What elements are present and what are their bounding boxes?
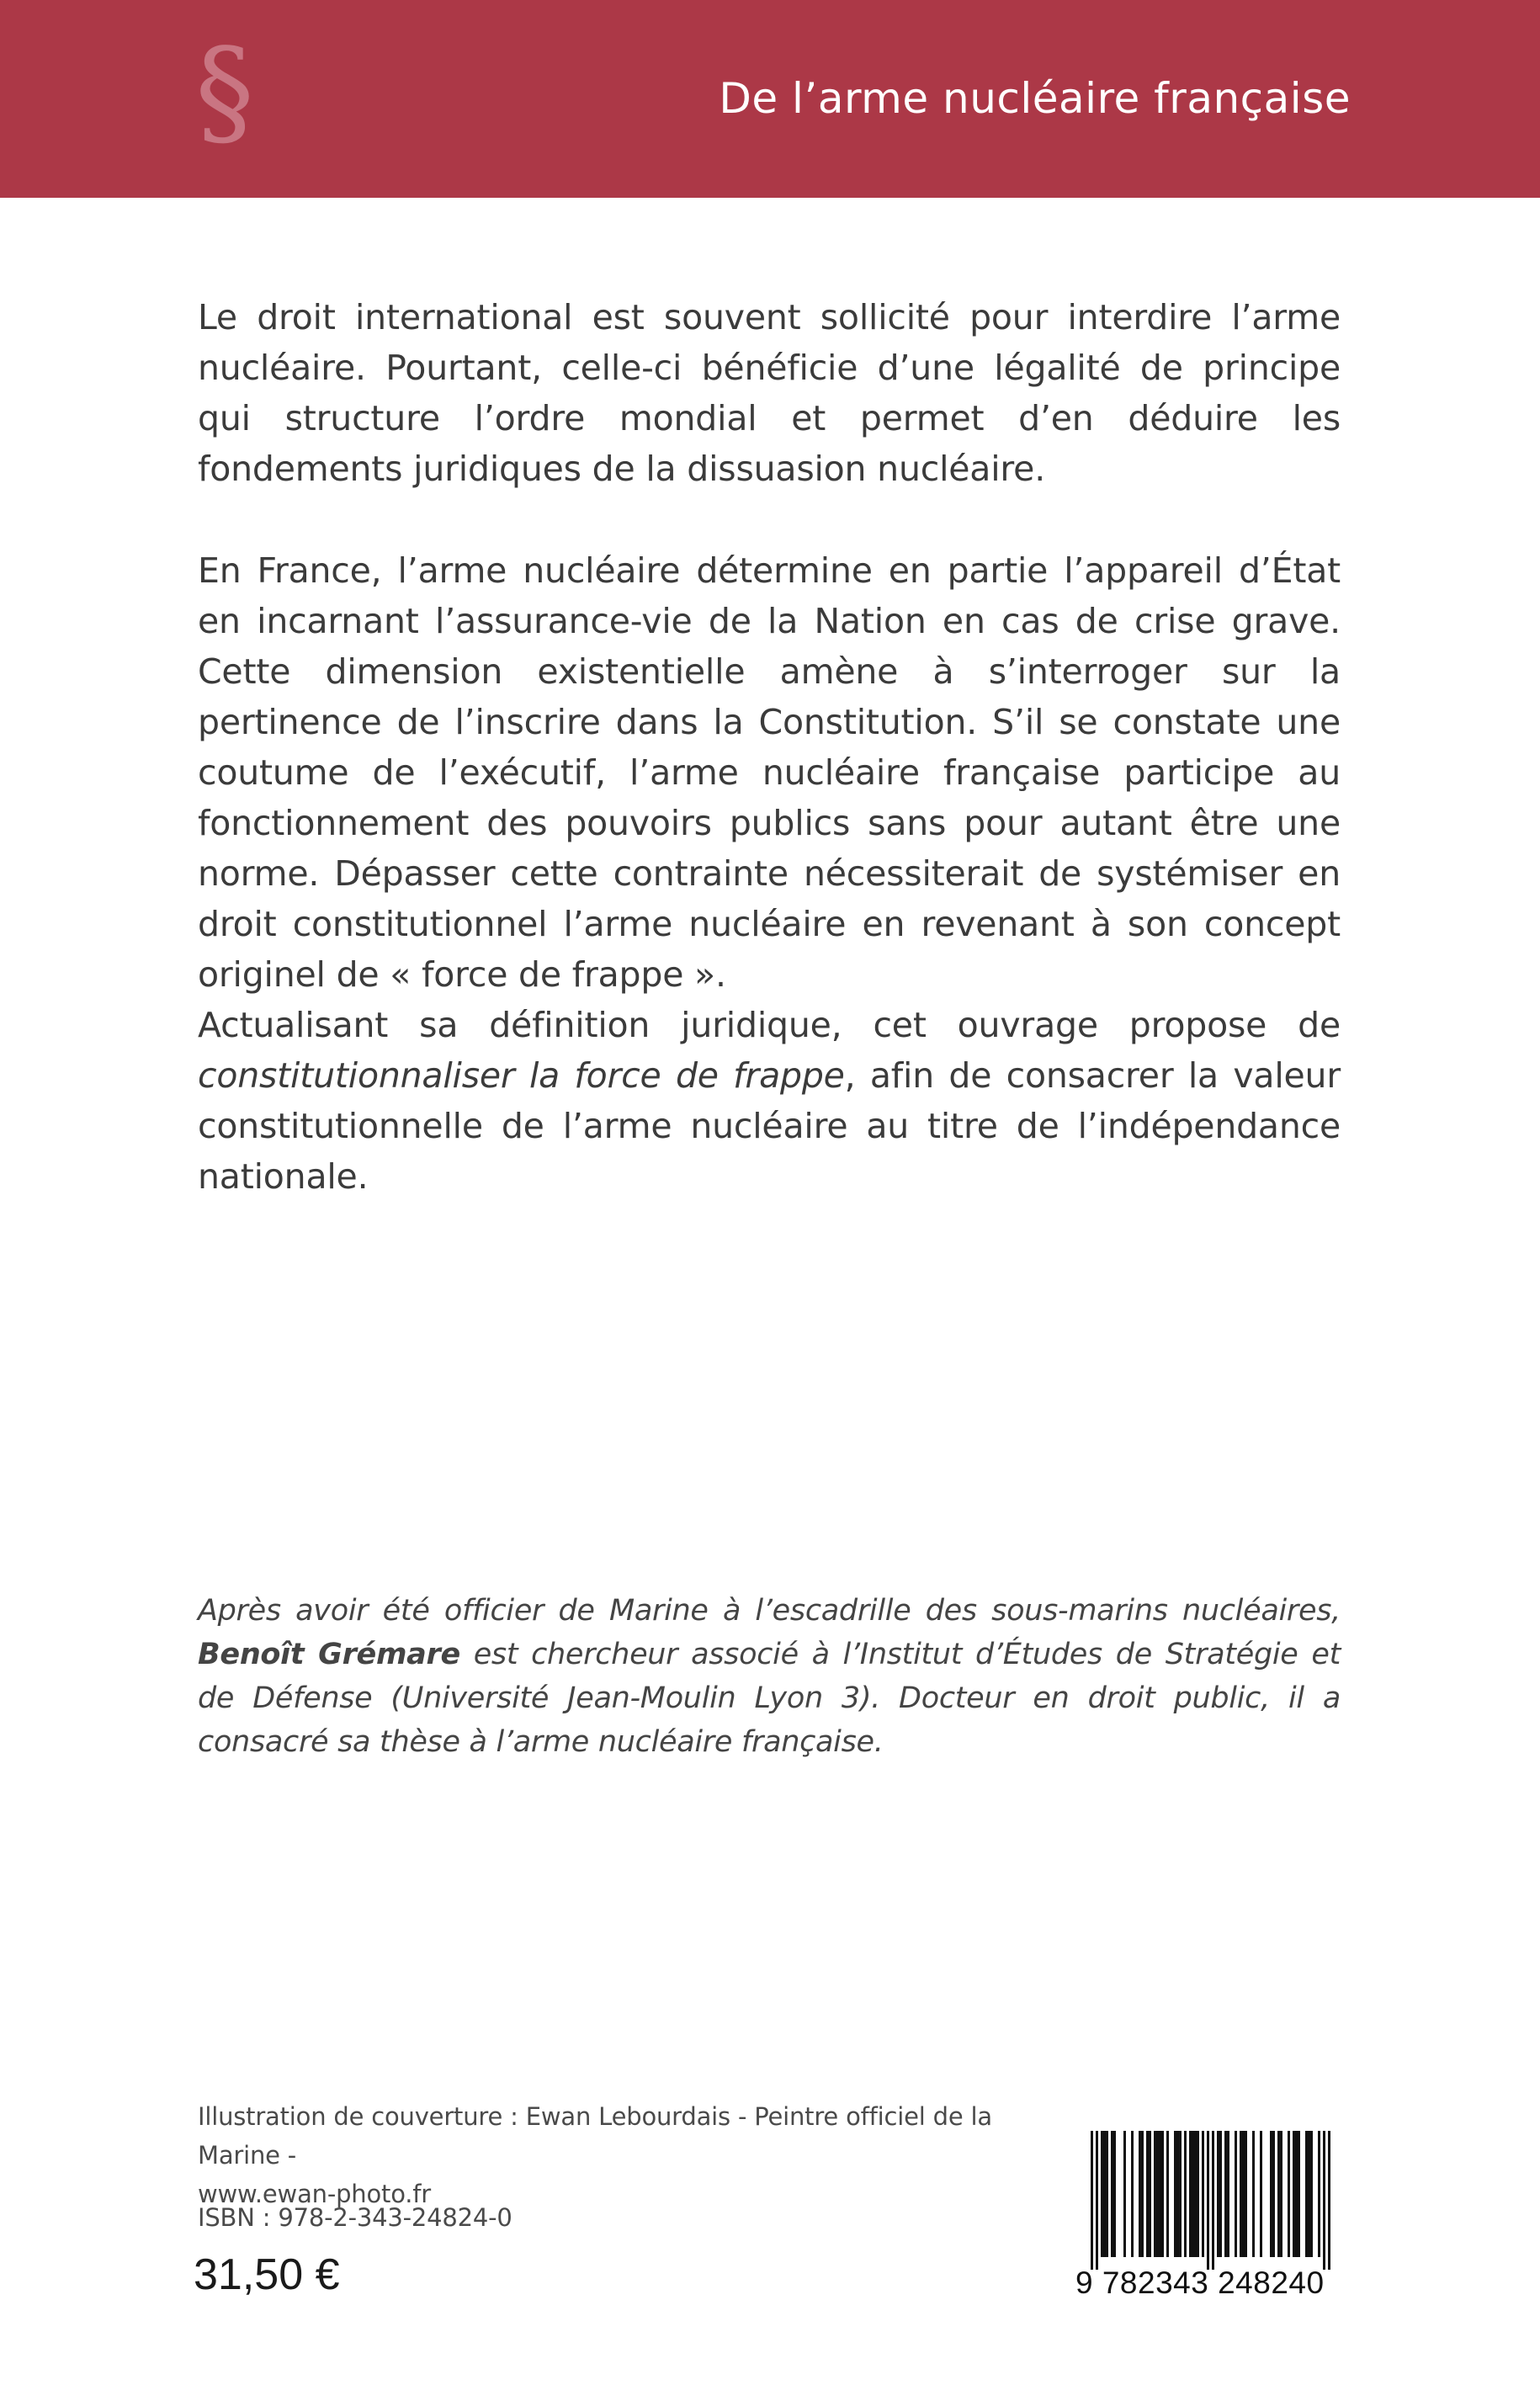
barcode-bar xyxy=(1179,2131,1182,2257)
barcode-bar xyxy=(1159,2131,1161,2257)
paragraph-3-emphasis: constitutionnaliser la force de frappe xyxy=(198,1055,845,1096)
description-paragraph-1: Le droit international est souvent sollicité pour interdire l’arme nucléaire. Pourtant, celle-ci bénéficie d’une légalité de principe qui structure l’ordre mondial et permet d’en déduire les fondements juridiques de la dissuasion nucléaire. xyxy=(198,297,1341,489)
author-bio-end: est chercheur associé à l’Institut d’Études de Stratégie et de Défense (Université Jean-Moulin Lyon 3). Docteur en droit public, il a consacré sa thèse à l’arme nucléaire française. xyxy=(198,1638,1341,1759)
barcode-bar xyxy=(1149,2131,1151,2257)
barcode-bar xyxy=(1154,2131,1156,2257)
barcode-bar xyxy=(1194,2131,1197,2257)
barcode-bar xyxy=(1260,2131,1262,2257)
description-paragraph-2: En France, l’arme nucléaire détermine en partie l’appareil d’État en incarnant l’assurance-vie de la Nation en cas de crise grave. Cette dimension existentielle amène à s’interroger sur la pertinence de l’inscrire dans la Constitution. S’il se constate une coutume de l’exécutif, l’arme nucléaire française participe au fonctionnement des pouvoirs publics sans pour autant être une norme. Dépasser cette contrainte nécessiterait de systémiser en droit constitutionnel l’arme nucléaire en revenant à son concept originel de « force de frappe ». xyxy=(198,550,1341,995)
barcode-digits: 9 782343 248240 xyxy=(1075,2265,1325,2300)
barcode-bar xyxy=(1123,2131,1126,2257)
barcode-bar xyxy=(1288,2131,1290,2257)
barcode-bar xyxy=(1131,2131,1134,2257)
barcode xyxy=(1075,2131,1345,2312)
barcode-bars xyxy=(1075,2131,1345,2270)
cover-credit xyxy=(198,2097,1039,2213)
author-bio xyxy=(198,1589,1341,1764)
barcode-bar xyxy=(1293,2131,1295,2257)
barcode-bar xyxy=(1318,2131,1320,2257)
description-paragraph-3 xyxy=(198,1000,1341,1202)
price: 31,50 € xyxy=(194,2250,340,2299)
barcode-bar xyxy=(1298,2131,1300,2257)
cover-credit-line-1: Illustration de couverture : Ewan Lebourdais - Peintre officiel de la Marine - xyxy=(198,2102,992,2170)
barcode-bar xyxy=(1212,2131,1214,2270)
barcode-bar xyxy=(1310,2131,1313,2257)
barcode-bar xyxy=(1146,2131,1149,2257)
barcode-bar xyxy=(1156,2131,1159,2257)
barcode-bar xyxy=(1240,2131,1242,2257)
barcode-bar xyxy=(1270,2131,1272,2257)
barcode-bar xyxy=(1197,2131,1199,2257)
barcode-bar xyxy=(1101,2131,1103,2257)
barcode-bar xyxy=(1224,2131,1227,2257)
barcode-bar xyxy=(1252,2131,1255,2257)
isbn: ISBN : 978-2-343-24824-0 xyxy=(198,2203,512,2232)
barcode-bar xyxy=(1328,2131,1330,2270)
section-symbol-icon: § xyxy=(195,24,254,161)
barcode-bar xyxy=(1174,2131,1176,2257)
barcode-bar xyxy=(1202,2131,1204,2257)
barcode-bar xyxy=(1207,2131,1209,2270)
barcode-bar xyxy=(1227,2131,1229,2257)
barcode-bar xyxy=(1189,2131,1192,2257)
barcode-bar xyxy=(1184,2131,1187,2257)
barcode-bar xyxy=(1219,2131,1222,2257)
barcode-bar xyxy=(1192,2131,1194,2257)
barcode-bar xyxy=(1305,2131,1308,2257)
barcode-bar xyxy=(1295,2131,1298,2257)
barcode-bar xyxy=(1323,2131,1325,2270)
barcode-bar xyxy=(1096,2131,1098,2270)
barcode-bar xyxy=(1106,2131,1108,2257)
barcode-bar xyxy=(1308,2131,1310,2257)
cover-credit-line-2: www.ewan-photo.fr xyxy=(198,2180,431,2208)
barcode-bar xyxy=(1217,2131,1219,2257)
series-title: De l’arme nucléaire française xyxy=(719,74,1351,123)
barcode-bar xyxy=(1277,2131,1280,2257)
barcode-bar xyxy=(1141,2131,1144,2257)
author-bio-start: Après avoir été officier de Marine à l’escadrille des sous-marins nucléaires, xyxy=(198,1594,1341,1628)
author-name: Benoît Grémare xyxy=(198,1638,460,1671)
barcode-bar xyxy=(1139,2131,1141,2257)
barcode-bar xyxy=(1235,2131,1237,2257)
barcode-bar xyxy=(1242,2131,1245,2257)
barcode-bar xyxy=(1161,2131,1164,2257)
header-band xyxy=(0,0,1540,198)
barcode-bar xyxy=(1111,2131,1113,2257)
barcode-bar xyxy=(1176,2131,1179,2257)
paragraph-3-text-end: , afin de consacrer la valeur constitutionnelle de l’arme nucléaire au titre de l’indépendance nationale. xyxy=(198,1055,1341,1197)
barcode-bar xyxy=(1245,2131,1247,2257)
barcode-bar xyxy=(1272,2131,1275,2257)
barcode-bar xyxy=(1091,2131,1093,2270)
barcode-bar xyxy=(1280,2131,1282,2257)
barcode-bar xyxy=(1103,2131,1106,2257)
barcode-bar xyxy=(1113,2131,1116,2257)
barcode-bar xyxy=(1166,2131,1169,2257)
paragraph-3-text-start: Actualisant sa définition juridique, cet ouvrage propose de xyxy=(198,1005,1341,1045)
